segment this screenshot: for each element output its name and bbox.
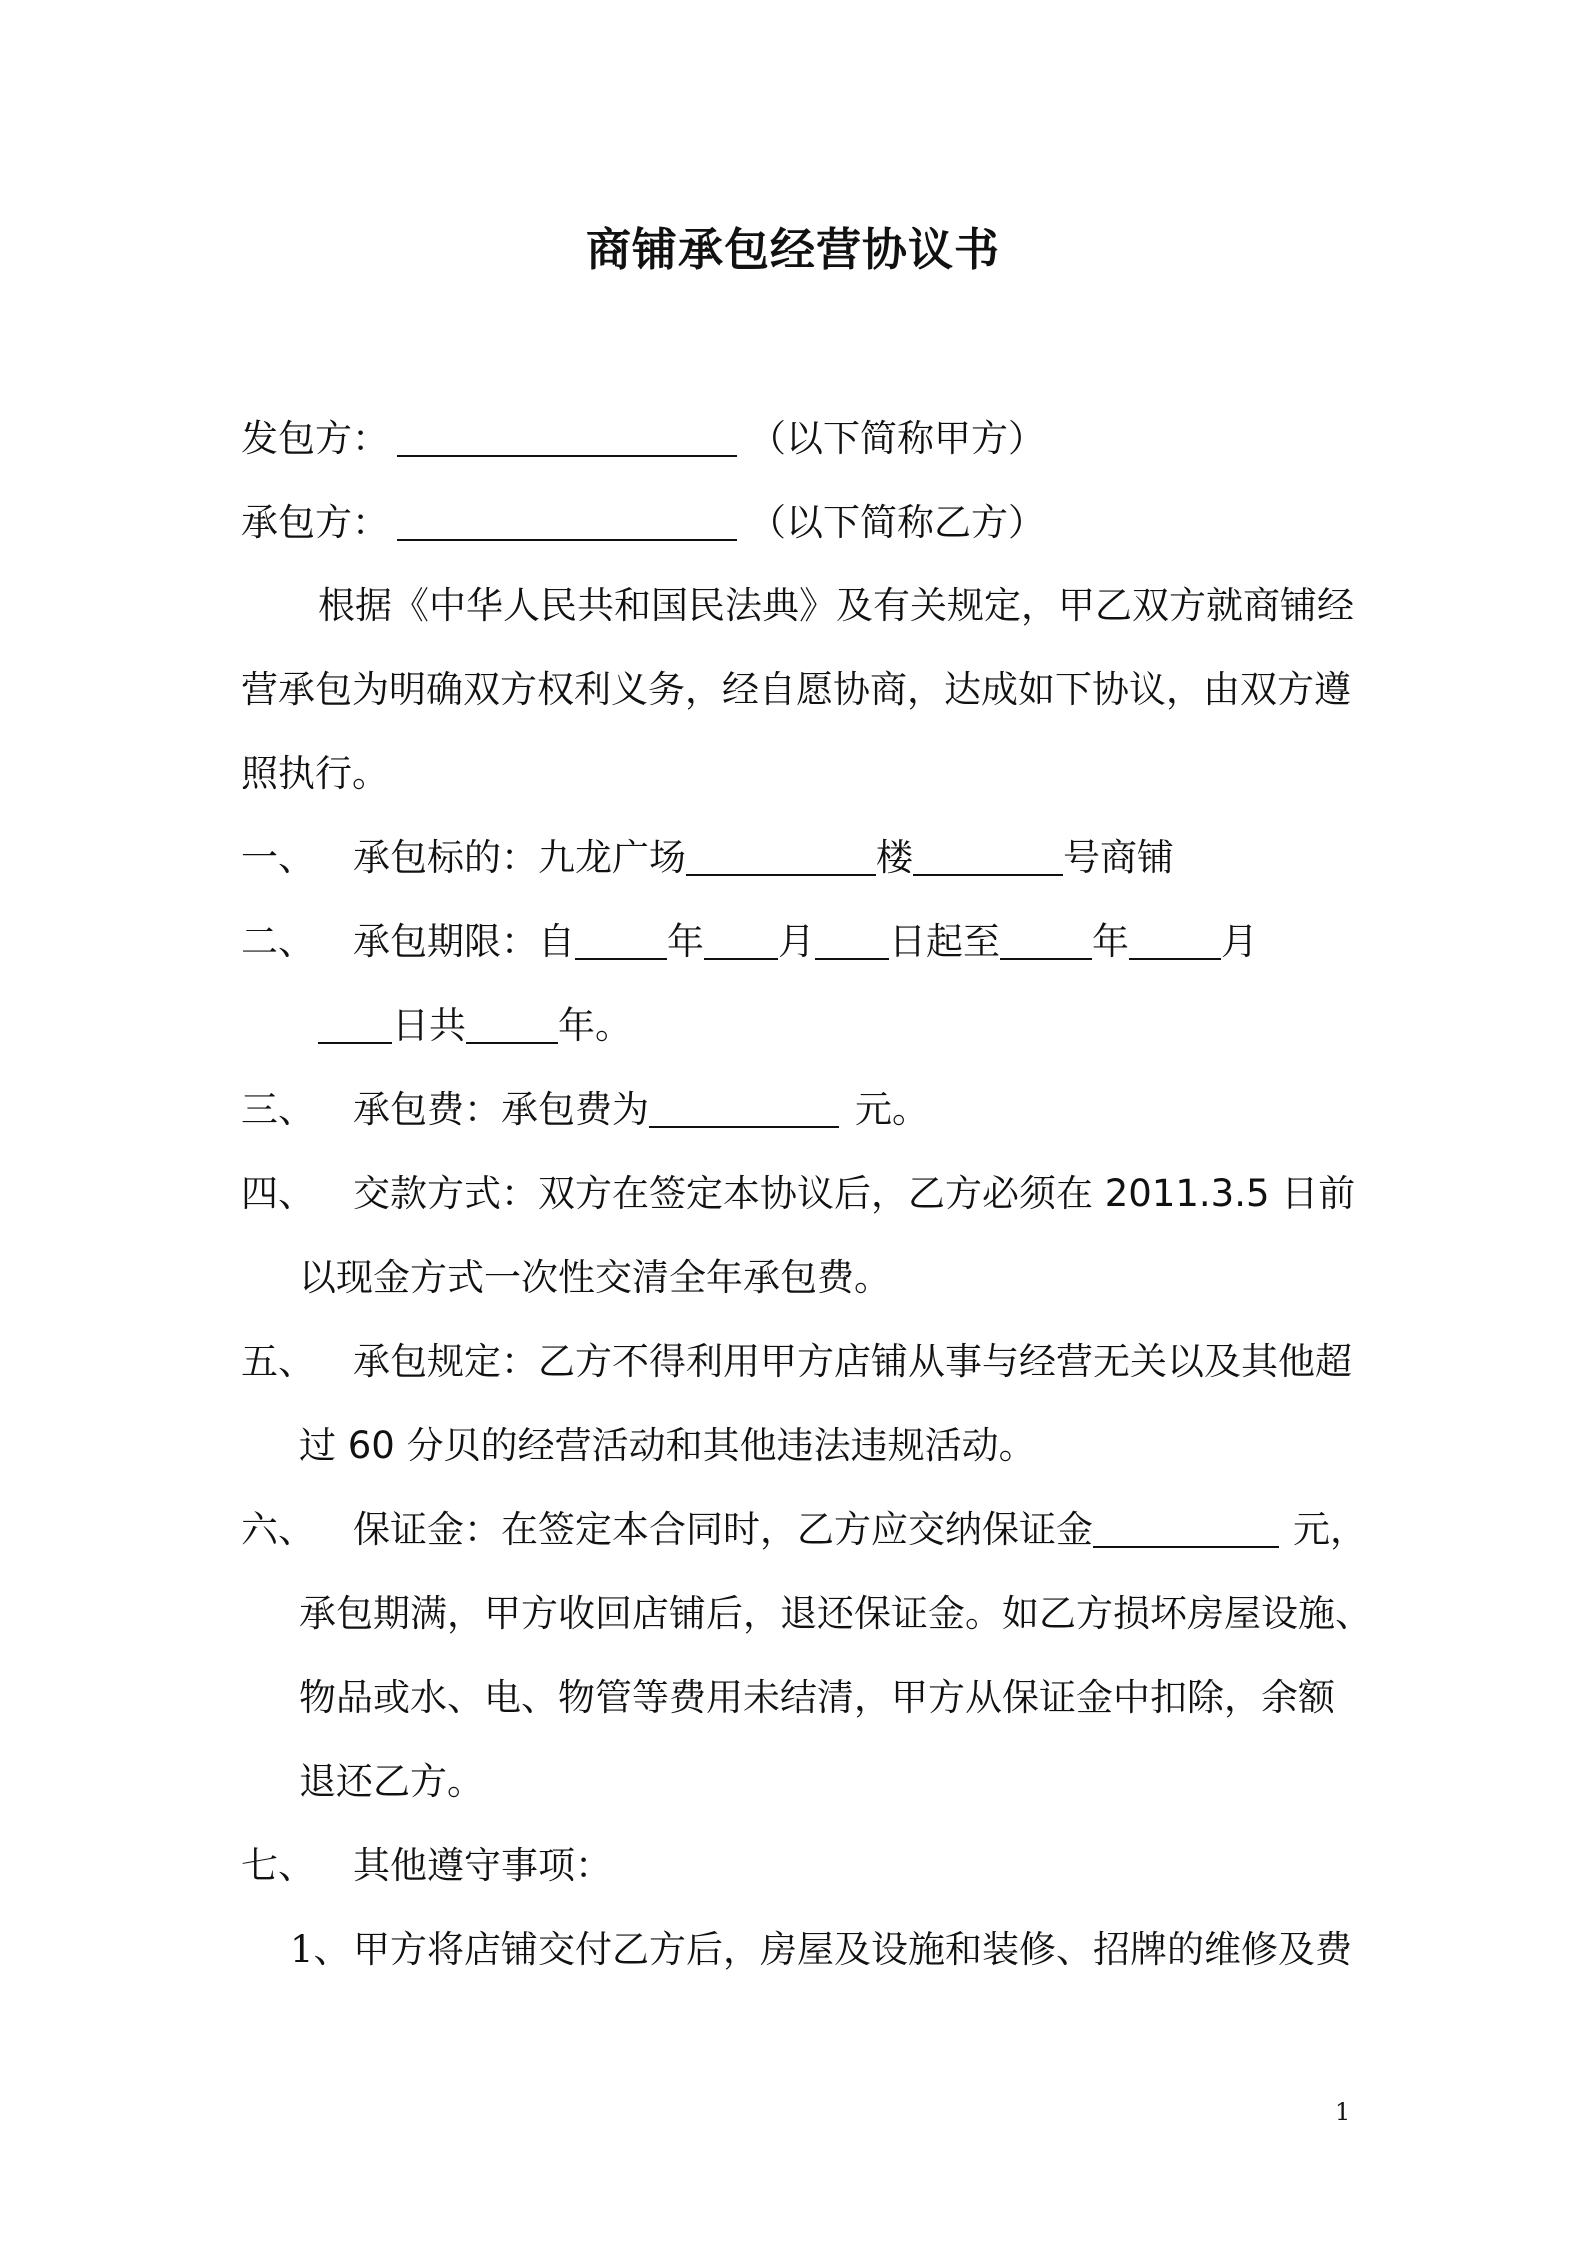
clause-2-total-years-blank: [466, 1002, 558, 1044]
clause-3-text-b: 元。: [855, 1088, 929, 1131]
clause-1-building-blank: [686, 834, 876, 876]
clause-6-text-b: 元，: [1293, 1508, 1367, 1551]
clause-2-day-2: 日共: [392, 1004, 466, 1047]
clause-1-unit-blank: [913, 834, 1063, 876]
clause-2-end-day-blank: [318, 1002, 392, 1044]
clause-6-line-2: 承包期满，甲方收回店铺后，退还保证金。如乙方损坏房屋设施、: [299, 1592, 1372, 1635]
clause-2-number: 二、: [241, 920, 315, 963]
party-b-suffix: （以下简称乙方）: [749, 501, 1045, 544]
clause-6: [241, 1504, 1367, 1556]
party-a-suffix: （以下简称甲方）: [749, 417, 1045, 460]
clause-2-text-a: 承包期限：自: [353, 920, 575, 963]
clause-5-line-1: 承包规定：乙方不得利用甲方店铺从事与经营无关以及其他超: [353, 1340, 1352, 1383]
clause-7: [241, 1840, 612, 1892]
intro-line-1: 根据《中华人民共和国民法典》及有关规定，甲乙双方就商铺经: [318, 584, 1354, 627]
clause-4-line-1: 交款方式：双方在签定本协议后，乙方必须在 2011.3.5 日前: [353, 1172, 1356, 1215]
clause-2-continued: [318, 1000, 632, 1052]
party-b-line: [241, 497, 1045, 549]
clause-1-text-c: 号商铺: [1063, 836, 1174, 879]
clause-3-number: 三、: [241, 1088, 315, 1131]
clause-5-line-2: 过 60 分贝的经营活动和其他违法违规活动。: [299, 1424, 1036, 1467]
clause-6-text-a: 保证金：在签定本合同时，乙方应交纳保证金: [353, 1508, 1093, 1551]
page-number: 1: [1335, 2098, 1351, 2126]
clause-7-1-text: 甲方将店铺交付乙方后，房屋及设施和装修、招牌的维修及费: [353, 1928, 1352, 1971]
clause-2-start-month-blank: [704, 918, 778, 960]
clause-2: [241, 916, 1258, 968]
intro-line-2: 营承包为明确双方权利义务，经自愿协商，达成如下协议，由双方遵: [241, 668, 1351, 711]
clause-7-1-number: 1、: [290, 1928, 351, 1971]
party-b-blank: [397, 499, 737, 541]
clause-1-number: 一、: [241, 836, 315, 879]
clause-2-month-2: 月: [1221, 920, 1258, 963]
clause-3-fee-blank: [649, 1086, 839, 1128]
clause-2-end-year-blank: [1000, 918, 1092, 960]
clause-6-number: 六、: [241, 1508, 315, 1551]
clause-2-total-years: 年。: [558, 1004, 632, 1047]
party-a-line: [241, 413, 1045, 465]
clause-2-end-month-blank: [1129, 918, 1221, 960]
clause-6-line-4: 退还乙方。: [299, 1760, 484, 1803]
clause-7-number: 七、: [241, 1844, 315, 1887]
clause-3-text-a: 承包费：承包费为: [353, 1088, 649, 1131]
party-a-label: 发包方：: [241, 417, 389, 460]
clause-5-number: 五、: [241, 1340, 315, 1383]
clause-7-1: [290, 1924, 1352, 1976]
clause-5: [241, 1336, 1352, 1388]
clause-2-month-1: 月: [778, 920, 815, 963]
party-b-label: 承包方：: [241, 501, 389, 544]
clause-6-deposit-blank: [1093, 1506, 1279, 1548]
clause-2-year-1: 年: [667, 920, 704, 963]
clause-2-start-day-blank: [815, 918, 889, 960]
clause-1: [241, 832, 1174, 884]
clause-4-number: 四、: [241, 1172, 315, 1215]
clause-4: [241, 1168, 1355, 1220]
document-title: 商铺承包经营协议书: [585, 223, 1000, 276]
clause-7-text: 其他遵守事项：: [353, 1844, 612, 1887]
clause-1-text-a: 承包标的：九龙广场: [353, 836, 686, 879]
clause-4-line-2: 以现金方式一次性交清全年承包费。: [299, 1256, 891, 1299]
clause-2-start-year-blank: [575, 918, 667, 960]
clause-2-day-1: 日起至: [889, 920, 1000, 963]
clause-2-year-2: 年: [1092, 920, 1129, 963]
clause-6-line-3: 物品或水、电、物管等费用未结清，甲方从保证金中扣除，余额: [299, 1676, 1335, 1719]
intro-line-3: 照执行。: [241, 752, 389, 795]
clause-1-text-b: 楼: [876, 836, 913, 879]
clause-3: [241, 1084, 929, 1136]
party-a-blank: [397, 415, 737, 457]
